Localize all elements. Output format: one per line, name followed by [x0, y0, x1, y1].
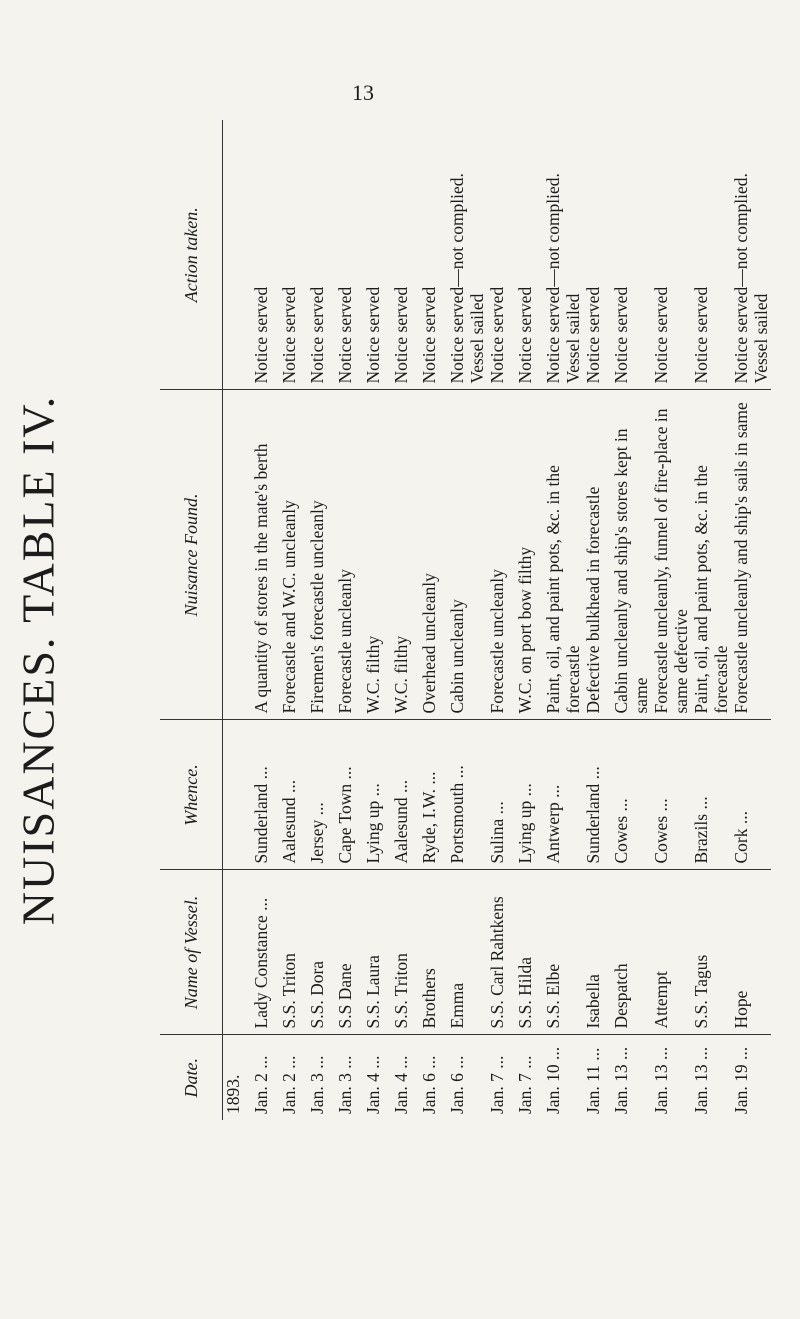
- vessel-cell: S.S. Hilda: [515, 870, 543, 1035]
- whence-cell: Sunderland ...: [583, 720, 611, 870]
- column-header-whence: Whence.: [160, 720, 223, 870]
- vessel-cell: S.S. Carl Rahtkens: [487, 870, 515, 1035]
- table-row: [363, 120, 391, 1120]
- whence-cell: Cape Town ...: [335, 720, 363, 870]
- date-cell: Jan. 7 ...: [487, 1035, 515, 1120]
- action-cell: Notice served—not complied. Vessel sailed: [447, 120, 487, 390]
- nuisance-cell: Cabin uncleanly and ship's stores kept in same: [611, 390, 651, 720]
- vessel-cell: S.S Dane: [335, 870, 363, 1035]
- table-row: [447, 120, 487, 1120]
- table-row: [419, 120, 447, 1120]
- vessel-cell: S.S. Triton: [279, 870, 307, 1035]
- action-cell: Notice served: [611, 120, 651, 390]
- whence-cell: Aalesund ...: [391, 720, 419, 870]
- year-row: [223, 120, 252, 1120]
- nuisance-cell: Paint, oil, and paint pots, &c. in the forecastle: [543, 390, 583, 720]
- table-row: [515, 120, 543, 1120]
- whence-cell: Sunderland ...: [251, 720, 279, 870]
- column-header-date: Date.: [160, 1035, 223, 1120]
- whence-cell: Cowes ...: [611, 720, 651, 870]
- date-cell: Jan. 13 ...: [651, 1035, 691, 1120]
- year-label: 1893.: [223, 1074, 243, 1114]
- column-header-nuisance: Nuisance Found.: [160, 390, 223, 720]
- date-cell: Jan. 3 ...: [335, 1035, 363, 1120]
- table-row: [307, 120, 335, 1120]
- date-cell: Jan. 13 ...: [611, 1035, 651, 1120]
- table-row: [251, 120, 279, 1120]
- table-header-row: [160, 120, 223, 1120]
- vessel-cell: Hope: [731, 870, 771, 1035]
- action-cell: Notice served: [583, 120, 611, 390]
- vessel-cell: Lady Constance ...: [251, 870, 279, 1035]
- table-row: [583, 120, 611, 1120]
- action-cell: Notice served: [391, 120, 419, 390]
- whence-cell: Portsmouth ...: [447, 720, 487, 870]
- table-row: [487, 120, 515, 1120]
- nuisance-cell: Forecastle uncleanly, funnel of fire-place in same defective: [651, 390, 691, 720]
- nuisance-cell: Forecastle uncleanly: [487, 390, 515, 720]
- nuisances-table-wrapper: [160, 120, 771, 1120]
- nuisance-cell: Defective bulkhead in forecastle: [583, 390, 611, 720]
- page-number: 13: [352, 80, 374, 105]
- whence-cell: Antwerp ...: [543, 720, 583, 870]
- date-cell: Jan. 13 ...: [691, 1035, 731, 1120]
- vessel-cell: Isabella: [583, 870, 611, 1035]
- action-cell: Notice served—not complied. Vessel sailed: [543, 120, 583, 390]
- vessel-cell: S.S. Laura: [363, 870, 391, 1035]
- action-cell: Notice served: [487, 120, 515, 390]
- nuisance-cell: W.C. filthy: [391, 390, 419, 720]
- action-cell: Notice served: [279, 120, 307, 390]
- date-cell: Jan. 2 ...: [279, 1035, 307, 1120]
- date-cell: Jan. 6 ...: [447, 1035, 487, 1120]
- date-cell: Jan. 10 ...: [543, 1035, 583, 1120]
- table-row: [335, 120, 363, 1120]
- date-cell: Jan. 11 ...: [583, 1035, 611, 1120]
- action-cell: Notice served: [419, 120, 447, 390]
- action-cell: Notice served: [651, 120, 691, 390]
- whence-cell: Cowes ...: [651, 720, 691, 870]
- vessel-cell: S.S. Triton: [391, 870, 419, 1035]
- whence-cell: Brazils ...: [691, 720, 731, 870]
- whence-cell: Cork ...: [731, 720, 771, 870]
- table-row: [651, 120, 691, 1120]
- action-cell: Notice served: [515, 120, 543, 390]
- action-cell: Notice served: [691, 120, 731, 390]
- table-row: [543, 120, 583, 1120]
- vessel-cell: Emma: [447, 870, 487, 1035]
- whence-cell: Ryde, I.W. ...: [419, 720, 447, 870]
- table-row: [279, 120, 307, 1120]
- action-cell: Notice served: [307, 120, 335, 390]
- column-header-action: Action taken.: [160, 120, 223, 390]
- vessel-cell: S.S. Tagus: [691, 870, 731, 1035]
- whence-cell: Jersey ...: [307, 720, 335, 870]
- nuisance-cell: W.C. filthy: [363, 390, 391, 720]
- nuisance-cell: Firemen's forecastle uncleanly: [307, 390, 335, 720]
- date-cell: Jan. 4 ...: [363, 1035, 391, 1120]
- nuisance-cell: Overhead uncleanly: [419, 390, 447, 720]
- nuisance-cell: A quantity of stores in the mate's berth: [251, 390, 279, 720]
- nuisances-table: [160, 120, 771, 1120]
- page-title: NUISANCES. TABLE IV.: [12, 394, 64, 926]
- table-row: [731, 120, 771, 1120]
- date-cell: Jan. 4 ...: [391, 1035, 419, 1120]
- date-cell: Jan. 2 ...: [251, 1035, 279, 1120]
- vessel-cell: Brothers: [419, 870, 447, 1035]
- action-cell: Notice served—not complied. Vessel sailed: [731, 120, 771, 390]
- action-cell: Notice served: [251, 120, 279, 390]
- whence-cell: Lying up ...: [515, 720, 543, 870]
- vessel-cell: Attempt: [651, 870, 691, 1035]
- whence-cell: Lying up ...: [363, 720, 391, 870]
- vessel-cell: S.S. Dora: [307, 870, 335, 1035]
- table-body: [223, 120, 772, 1120]
- date-cell: Jan. 6 ...: [419, 1035, 447, 1120]
- vessel-cell: S.S. Elbe: [543, 870, 583, 1035]
- column-header-vessel: Name of Vessel.: [160, 870, 223, 1035]
- action-cell: Notice served: [335, 120, 363, 390]
- table-row: [611, 120, 651, 1120]
- vessel-cell: Despatch: [611, 870, 651, 1035]
- nuisance-cell: W.C. on port bow filthy: [515, 390, 543, 720]
- nuisance-cell: Forecastle uncleanly and ship's sails in same: [731, 390, 771, 720]
- date-cell: Jan. 3 ...: [307, 1035, 335, 1120]
- nuisance-cell: Cabin uncleanly: [447, 390, 487, 720]
- table-row: [691, 120, 731, 1120]
- table-row: [391, 120, 419, 1120]
- whence-cell: Aalesund ...: [279, 720, 307, 870]
- nuisance-cell: Forecastle uncleanly: [335, 390, 363, 720]
- action-cell: Notice served: [363, 120, 391, 390]
- date-cell: Jan. 7 ...: [515, 1035, 543, 1120]
- date-cell: Jan. 19 ...: [731, 1035, 771, 1120]
- nuisance-cell: Forecastle and W.C. uncleanly: [279, 390, 307, 720]
- nuisance-cell: Paint, oil, and paint pots, &c. in the forecastle: [691, 390, 731, 720]
- whence-cell: Sulina ...: [487, 720, 515, 870]
